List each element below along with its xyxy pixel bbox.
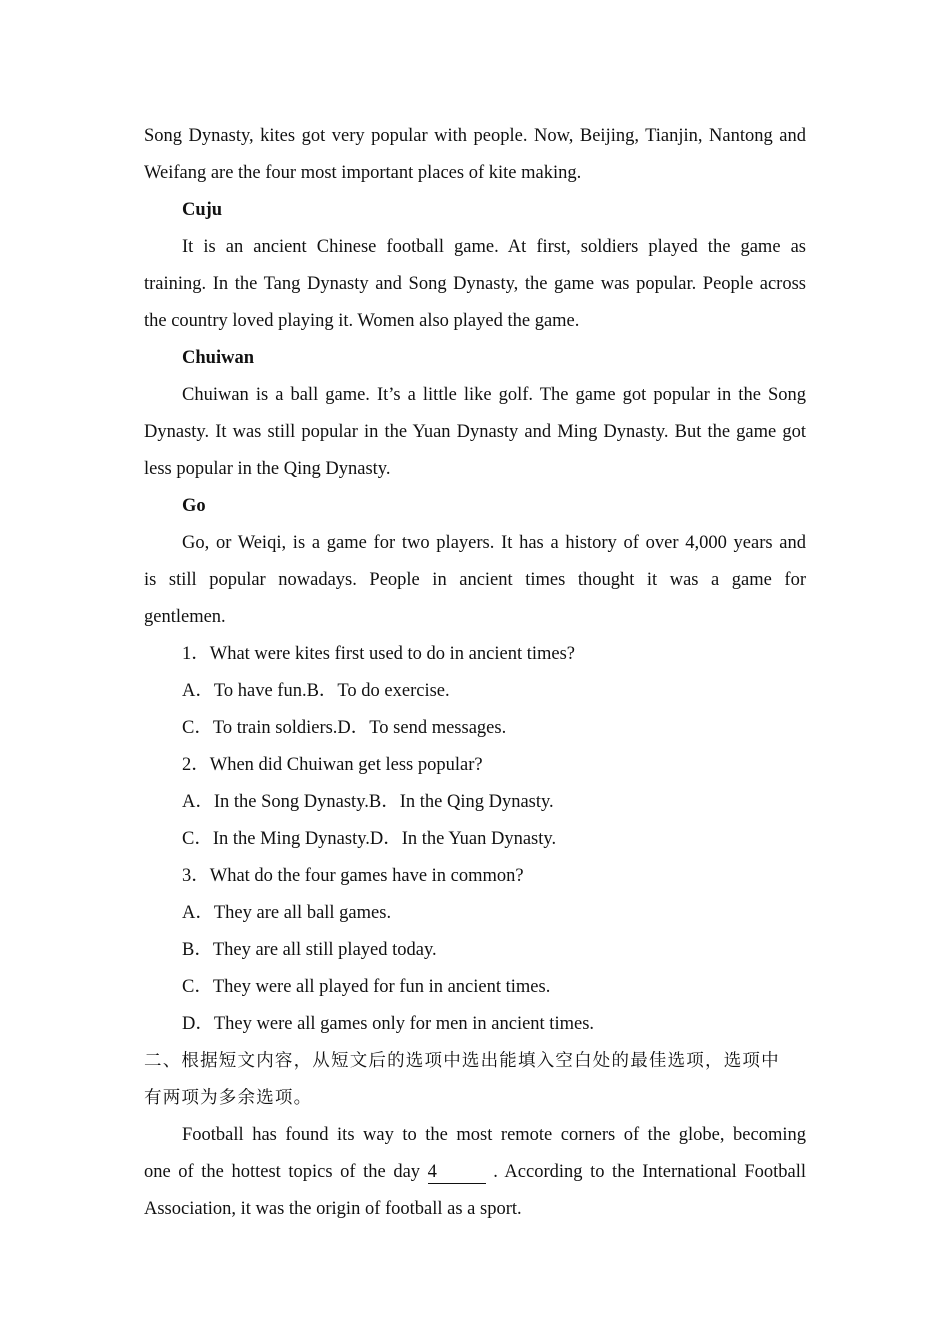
cloze-text-line-with-blank bbox=[144, 1154, 806, 1191]
cuju-text-line: training. In the Tang Dynasty and Song Dynasty, the game was popular. People across bbox=[144, 274, 806, 294]
question-1-options-ab: A．To have fun.B．To do exercise. bbox=[182, 681, 450, 701]
question-3-option-b: B．They are all still played today. bbox=[182, 940, 437, 960]
go-text-line: is still popular nowadays. People in ancient times thought it was a game for bbox=[144, 570, 806, 590]
cuju-text-line: It is an ancient Chinese football game. At first, soldiers played the game as bbox=[182, 237, 806, 257]
question-1-options-cd: C．To train soldiers.D．To send messages. bbox=[182, 718, 507, 738]
kites-text-line: Song Dynasty, kites got very popular with people. Now, Beijing, Tianjin, Nantong and bbox=[144, 126, 806, 146]
section-2-instruction: 有两项为多余选项。 bbox=[144, 1088, 313, 1108]
question-3-option-a: A．They are all ball games. bbox=[182, 903, 392, 923]
go-text-line: gentlemen. bbox=[144, 607, 226, 627]
kites-text-line: Weifang are the four most important places of kite making. bbox=[144, 163, 582, 183]
cuju-heading: Cuju bbox=[182, 200, 223, 220]
document-page bbox=[144, 118, 806, 1228]
go-heading: Go bbox=[182, 496, 206, 516]
chuiwan-text-line: Dynasty. It was still popular in the Yuan Dynasty and Ming Dynasty. But the game got bbox=[144, 422, 806, 442]
question-2-options-ab: A．In the Song Dynasty.B．In the Qing Dynasty. bbox=[182, 792, 554, 812]
chuiwan-text-line: Chuiwan is a ball game. It’s a little like golf. The game got popular in the Song bbox=[182, 385, 806, 405]
go-text-line: Go, or Weiqi, is a game for two players. It has a history of over 4,000 years and bbox=[182, 533, 806, 553]
cloze-text: . According to the International Football bbox=[485, 1162, 806, 1182]
question-3-option-d: D．They were all games only for men in ancient times. bbox=[182, 1014, 595, 1034]
cloze-blank: 4 bbox=[428, 1161, 486, 1184]
cloze-text: one of the hottest topics of the day bbox=[144, 1162, 428, 1182]
question-2-options-cd: C．In the Ming Dynasty.D．In the Yuan Dynasty. bbox=[182, 829, 557, 849]
chuiwan-heading: Chuiwan bbox=[182, 348, 254, 368]
question-3: 3．What do the four games have in common? bbox=[182, 866, 524, 886]
question-3-option-c: C．They were all played for fun in ancient times. bbox=[182, 977, 551, 997]
cloze-text-line: Football has found its way to the most remote corners of the globe, becoming bbox=[182, 1125, 806, 1145]
cloze-text-line: Association, it was the origin of football as a sport. bbox=[144, 1199, 522, 1219]
question-2: 2．When did Chuiwan get less popular? bbox=[182, 755, 483, 775]
cuju-text-line: the country loved playing it. Women also played the game. bbox=[144, 311, 580, 331]
chuiwan-text-line: less popular in the Qing Dynasty. bbox=[144, 459, 391, 479]
section-2-instruction: 二、根据短文内容，从短文后的选项中选出能填入空白处的最佳选项，选项中 bbox=[144, 1051, 780, 1071]
question-1: 1．What were kites first used to do in ancient times? bbox=[182, 644, 576, 664]
